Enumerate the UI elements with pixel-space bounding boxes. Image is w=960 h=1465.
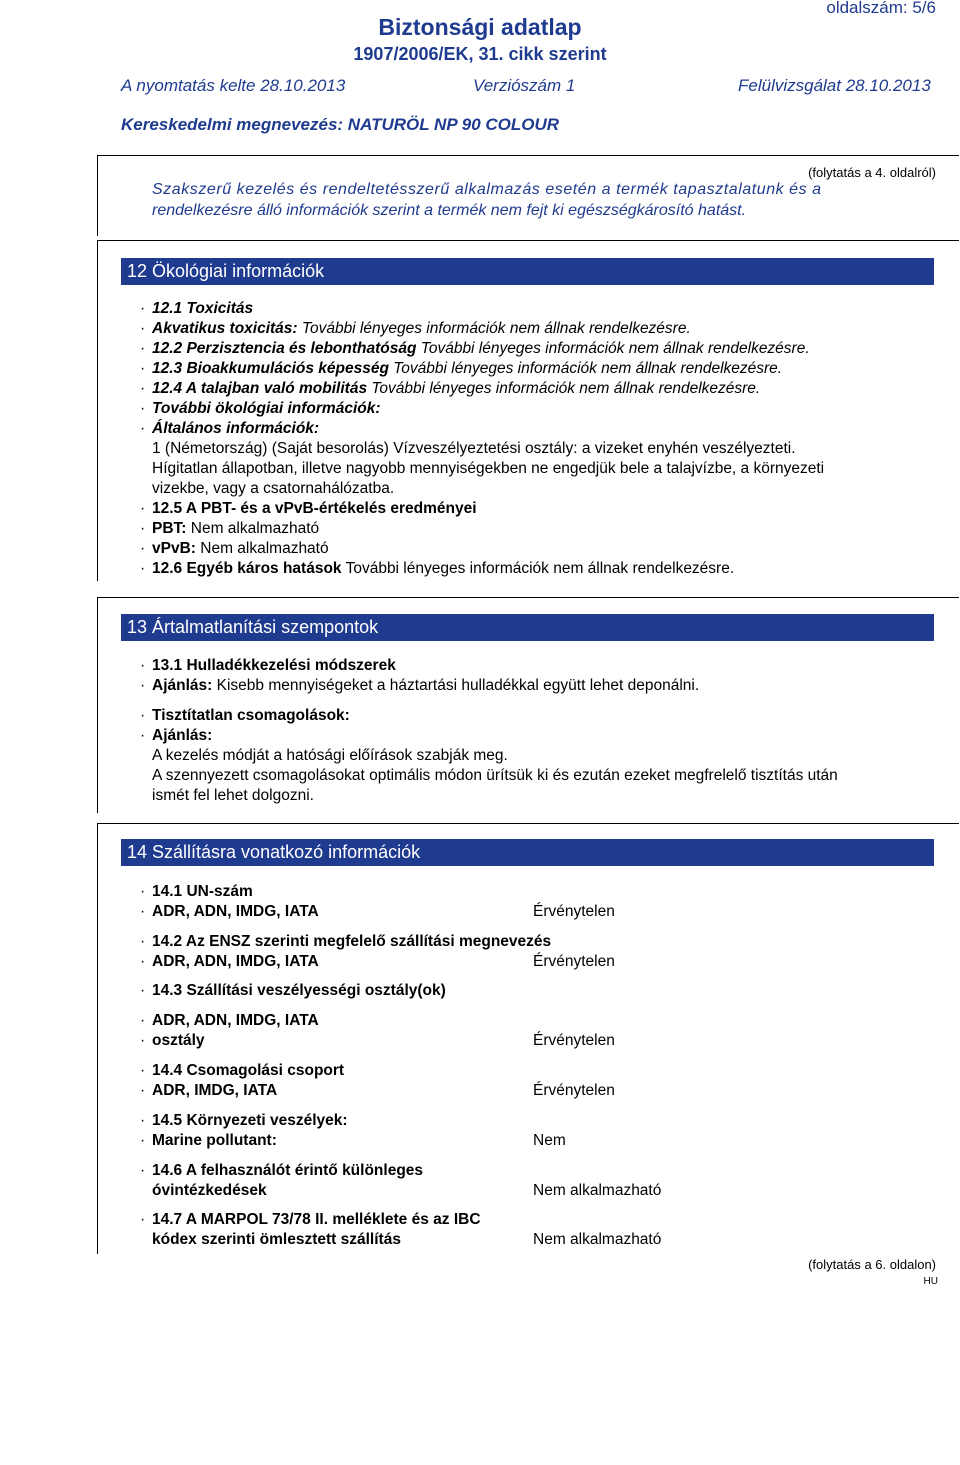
packing-group-modes: · ADR, IMDG, IATA [140,1082,278,1099]
persistence-label: 12.2 Perzisztencia és lebonthatóság [152,340,417,357]
special-precautions-label: 14.6 A felhasználót érintő különleges [152,1162,424,1179]
recommendation: · Ajánlás: Kisebb mennyiségeket a háztartási hulladékkal együtt lehet deponálni. [140,677,700,694]
trade-name: Kereskedelmi megnevezés: NATURÖL NP 90 COLOUR [121,115,560,134]
marpol-value: Nem alkalmazható [533,1231,662,1248]
packaging-recommendation: · Ajánlás: [140,727,213,744]
pbt: · PBT: Nem alkalmazható [140,520,320,537]
document-title: Biztonsági adatlap [378,14,582,40]
uncleaned-packaging: · Tisztítatlan csomagolások: [140,707,350,724]
persistence-text: További lényeges információk nem állnak rendelkezésre. [420,340,810,357]
section-13-heading: 13 Ártalmatlanítási szempontok [121,614,934,641]
shipping-name: · 14.2 Az ENSZ szerinti megfelelő szállítási megnevezés [140,933,552,950]
pbt-value: Nem alkalmazható [190,520,320,537]
packaging-text-2: A szennyezett csomagolásokat optimális módon ürítsük ki és ezután ezeket megfrelelő tisztítás után [152,767,838,784]
packaging-text-3: ismét fel lehet dolgozni. [152,787,314,804]
hazard-class-modes-label: ADR, ADN, IMDG, IATA [152,1012,319,1029]
un-number-value: Érvénytelen [533,903,615,920]
other-effects-label: 12.6 Egyéb káros hatások [152,560,342,577]
packaging-text-1: A kezelés módját a hatósági előírások szabják meg. [152,747,508,764]
aquatic-toxicity-text: További lényeges információk nem állnak rendelkezésre. [301,320,691,337]
hazard-class-class: · osztály [140,1032,205,1049]
bioaccumulation-label: 12.3 Bioakkumulációs képesség [152,360,389,377]
version: Verziószám 1 [473,76,576,95]
undiluted-warning-2: vizekbe, vagy a csatornahálózatba. [152,480,395,497]
other-effects: · 12.6 Egyéb káros hatások További lényeges információk nem állnak rendelkezésre. [140,560,735,577]
revision-date: Felülvizsgálat 28.10.2013 [738,76,931,95]
hazard-class-value: Érvénytelen [533,1032,615,1049]
shipping-name-label: 14.2 Az ENSZ szerinti megfelelő szállítási megnevezés [152,933,552,950]
shipping-name-modes-label: ADR, ADN, IMDG, IATA [152,953,319,970]
soil-mobility-label: 12.4 A talajban való mobilitás [152,380,368,397]
shipping-name-modes: · ADR, ADN, IMDG, IATA [140,953,319,970]
pbt-label: PBT: [152,520,187,537]
pbt-assessment-label: 12.5 A PBT- és a vPvB-értékelés eredményei [152,500,477,517]
persistence: · 12.2 Perzisztencia és lebonthatóság További lényeges információk nem állnak rendelkezésre. [140,340,810,357]
bioaccumulation-text: További lényeges információk nem állnak rendelkezésre. [393,360,783,377]
marine-pollutant-value: Nem [533,1132,566,1149]
packing-group-label: 14.4 Csomagolási csoport [152,1062,345,1079]
aquatic-toxicity-label: Akvatikus toxicitás: [152,320,298,337]
other-effects-text: További lényeges információk nem állnak rendelkezésre. [345,560,735,577]
packing-group-modes-label: ADR, IMDG, IATA [152,1082,278,1099]
marpol: · 14.7 A MARPOL 73/78 II. melléklete és az IBC [140,1211,481,1228]
environmental-hazards-label: 14.5 Környezeti veszélyek: [152,1112,348,1129]
hazard-class-label: 14.3 Szállítási veszélyességi osztály(ok) [152,982,446,999]
marine-pollutant: · Marine pollutant: [140,1132,277,1149]
packing-group: · 14.4 Csomagolási csoport [140,1062,345,1079]
general-info-label: Általános információk: [152,420,320,437]
aquatic-toxicity: · Akvatikus toxicitás: További lényeges információk nem állnak rendelkezésre. [140,320,691,337]
un-number-modes: · ADR, ADN, IMDG, IATA [140,903,319,920]
additional-eco-info-label: További ökológiai információk: [152,400,381,417]
undiluted-warning-1: Hígitatlan állapotban, illetve nagyobb mennyiségekben ne engedjük bele a talajvízbe, a környezeti [152,460,825,477]
intro-line-2: rendelkezésre álló információk szerint a termék nem fejt ki egészségkárosító hatást. [152,202,747,219]
marpol-label: 14.7 A MARPOL 73/78 II. melléklete és az IBC [152,1211,481,1228]
continued-to: (folytatás a 6. oldalon) [808,1257,936,1272]
hazard-class-class-label: osztály [152,1032,205,1049]
environmental-hazards: · 14.5 Környezeti veszélyek: [140,1112,348,1129]
marine-pollutant-label: Marine pollutant: [152,1132,277,1149]
special-precautions-label-2: óvintézkedések [152,1182,267,1199]
uncleaned-packaging-label: Tisztítatlan csomagolások: [152,707,350,724]
section-12-heading: 12 Ökológiai információk [121,258,934,285]
packing-group-value: Érvénytelen [533,1082,615,1099]
bioaccumulation: · 12.3 Bioakkumulációs képesség További lényeges információk nem állnak rendelkezésre. [140,360,783,377]
pbt-assessment: · 12.5 A PBT- és a vPvB-értékelés eredményei [140,500,477,517]
vpvb-label: vPvB: [152,540,196,557]
marpol-label-2: kódex szerinti ömlesztett szállítás [152,1231,401,1248]
general-info: · Általános információk: [140,420,320,437]
toxicity-label: 12.1 Toxicitás [152,300,254,317]
soil-mobility-text: További lényeges információk nem állnak rendelkezésre. [371,380,761,397]
hazard-class: · 14.3 Szállítási veszélyességi osztály(ok) [140,982,446,999]
language-code: HU [923,1276,938,1287]
waste-treatment: · 13.1 Hulladékkezelési módszerek [140,657,396,674]
special-precautions-value: Nem alkalmazható [533,1182,662,1199]
additional-eco-info: · További ökológiai információk: [140,400,381,417]
un-number-label: 14.1 UN-szám [152,883,253,900]
un-number: · 14.1 UN-szám [140,883,253,900]
vpvb: · vPvB: Nem alkalmazható [140,540,329,557]
vpvb-value: Nem alkalmazható [200,540,329,557]
recommendation-text: Kisebb mennyiségeket a háztartási hulladékkal együtt lehet deponálni. [216,677,700,694]
special-precautions: · 14.6 A felhasználót érintő különleges [140,1162,424,1179]
print-date: A nyomtatás kelte 28.10.2013 [121,76,346,95]
un-number-modes-label: ADR, ADN, IMDG, IATA [152,903,319,920]
section-14-heading: 14 Szállításra vonatkozó információk [121,839,934,866]
hazard-class-modes: · ADR, ADN, IMDG, IATA [140,1012,319,1029]
recommendation-label: Ajánlás: [152,677,213,694]
page-number: oldalszám: 5/6 [826,0,936,17]
toxicity-heading: · 12.1 Toxicitás [140,300,254,317]
packaging-recommendation-label: Ajánlás: [152,727,213,744]
waste-treatment-label: 13.1 Hulladékkezelési módszerek [152,657,396,674]
document-subtitle: 1907/2006/EK, 31. cikk szerint [353,44,607,64]
intro-line-1: Szakszerű kezelés és rendeltetésszerű alkalmazás esetén a termék tapasztalatunk és a [152,181,822,198]
continued-from: (folytatás a 4. oldalról) [808,165,936,180]
shipping-name-value: Érvénytelen [533,953,615,970]
soil-mobility: · 12.4 A talajban való mobilitás További lényeges információk nem állnak rendelkezésre. [140,380,761,397]
water-hazard-class: 1 (Németország) (Saját besorolás) Vízveszélyeztetési osztály: a vizeket enyhén veszélyezteti. [152,440,796,457]
